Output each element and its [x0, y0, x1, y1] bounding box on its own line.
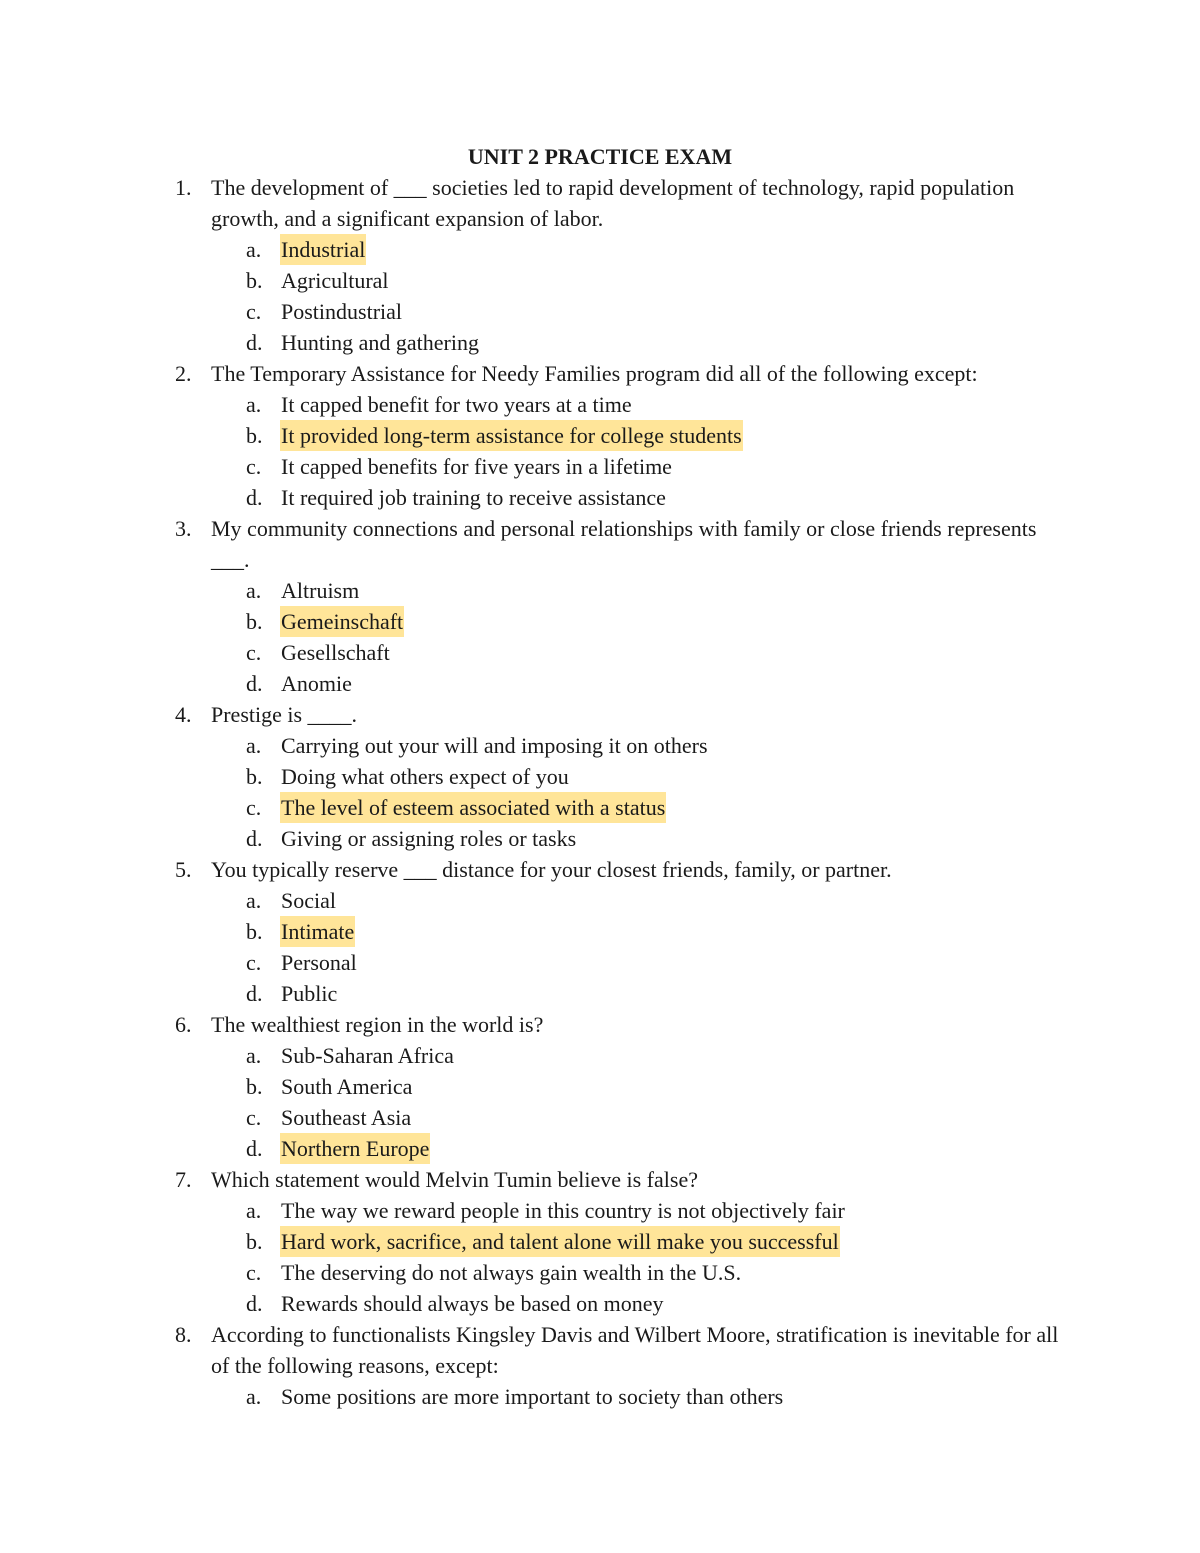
question-item [0, 1319, 1200, 1412]
option-text: It capped benefit for two years at a time [281, 392, 632, 417]
option-letter: c. [246, 950, 262, 975]
option-letter: d. [246, 1136, 263, 1161]
option-text: It capped benefits for five years in a lifetime [281, 454, 672, 479]
answer-options [0, 1040, 1200, 1164]
highlighted-correct-answer: Hard work, sacrifice, and talent alone will make you successful [280, 1226, 840, 1257]
option-text: The deserving do not always gain wealth in the U.S. [281, 1260, 742, 1285]
answer-option [0, 730, 1200, 761]
option-letter: b. [246, 1074, 263, 1099]
answer-options [0, 1195, 1200, 1319]
option-text: Some positions are more important to society than others [281, 1384, 784, 1409]
option-text: Postindustrial [281, 299, 403, 324]
answer-option [0, 823, 1200, 854]
answer-option [0, 327, 1200, 358]
answer-option [0, 978, 1200, 1009]
option-text: Personal [281, 950, 357, 975]
question-item [0, 358, 1200, 513]
highlighted-correct-answer: The level of esteem associated with a status [280, 792, 666, 823]
answer-option [0, 482, 1200, 513]
option-text: Gesellschaft [281, 640, 390, 665]
option-letter: b. [246, 1229, 263, 1254]
option-text: Southeast Asia [281, 1105, 412, 1130]
option-text: Doing what others expect of you [281, 764, 569, 789]
option-text: Rewards should always be based on money [281, 1291, 664, 1316]
option-letter: c. [246, 299, 262, 324]
highlighted-correct-answer: Industrial [280, 234, 366, 265]
answer-options [0, 389, 1200, 513]
answer-option [0, 947, 1200, 978]
option-text: Sub-Saharan Africa [281, 1043, 454, 1068]
question-item [0, 1164, 1200, 1319]
question-number: 6. [175, 1012, 192, 1037]
question-item [0, 699, 1200, 854]
answer-option [0, 761, 1200, 792]
answer-option [0, 1257, 1200, 1288]
question-number: 7. [175, 1167, 192, 1192]
question-text: Which statement would Melvin Tumin believe is false? [211, 1167, 698, 1192]
answer-options [0, 575, 1200, 699]
option-letter: b. [246, 764, 263, 789]
option-letter: a. [246, 888, 262, 913]
question-text: The development of ___ societies led to rapid development of technology, rapid population growth, and a significant expansion of labor. [211, 175, 1015, 231]
answer-option [0, 1226, 1200, 1257]
answer-option [0, 296, 1200, 327]
answer-option [0, 234, 1200, 265]
highlighted-correct-answer: Northern Europe [280, 1133, 430, 1164]
highlighted-correct-answer: Intimate [280, 916, 355, 947]
answer-options [0, 885, 1200, 1009]
answer-option [0, 575, 1200, 606]
option-text: Agricultural [281, 268, 389, 293]
answer-option [0, 420, 1200, 451]
option-letter: d. [246, 826, 263, 851]
option-letter: a. [246, 392, 262, 417]
option-text: Public [281, 981, 338, 1006]
question-item [0, 172, 1200, 358]
answer-option [0, 1102, 1200, 1133]
answer-option [0, 606, 1200, 637]
question-text: Prestige is ____. [211, 702, 358, 727]
option-text: Anomie [281, 671, 352, 696]
option-letter: b. [246, 423, 263, 448]
answer-option [0, 885, 1200, 916]
question-number: 8. [175, 1322, 192, 1347]
option-letter: b. [246, 919, 263, 944]
option-text: South America [281, 1074, 413, 1099]
answer-options [0, 1381, 1200, 1412]
option-letter: c. [246, 1260, 262, 1285]
answer-option [0, 1040, 1200, 1071]
option-letter: a. [246, 1043, 262, 1068]
question-text: You typically reserve ___ distance for your closest friends, family, or partner. [211, 857, 892, 882]
option-letter: c. [246, 795, 262, 820]
highlighted-correct-answer: It provided long-term assistance for college students [280, 420, 743, 451]
answer-options [0, 730, 1200, 854]
option-text: Altruism [281, 578, 360, 603]
option-letter: c. [246, 640, 262, 665]
option-text: Social [281, 888, 336, 913]
answer-option [0, 389, 1200, 420]
option-letter: d. [246, 485, 263, 510]
highlighted-correct-answer: Gemeinschaft [280, 606, 404, 637]
question-number: 2. [175, 361, 192, 386]
option-letter: a. [246, 733, 262, 758]
option-text: It required job training to receive assistance [281, 485, 666, 510]
question-item [0, 513, 1200, 699]
question-text: The Temporary Assistance for Needy Families program did all of the following except: [211, 361, 978, 386]
option-letter: c. [246, 454, 262, 479]
option-letter: d. [246, 981, 263, 1006]
answer-options [0, 234, 1200, 358]
question-number: 5. [175, 857, 192, 882]
option-letter: b. [246, 609, 263, 634]
option-letter: a. [246, 1384, 262, 1409]
exam-title: UNIT 2 PRACTICE EXAM [467, 144, 733, 169]
question-item [0, 854, 1200, 1009]
question-number: 1. [175, 175, 192, 200]
answer-option [0, 916, 1200, 947]
question-text: According to functionalists Kingsley Davis and Wilbert Moore, stratification is inevitable for all of the following reasons, except: [211, 1322, 1059, 1378]
question-number: 4. [175, 702, 192, 727]
answer-option [0, 1195, 1200, 1226]
question-text: My community connections and personal relationships with family or close friends represents ___. [211, 516, 1037, 572]
answer-option [0, 1381, 1200, 1412]
answer-option [0, 1288, 1200, 1319]
option-letter: c. [246, 1105, 262, 1130]
option-text: Carrying out your will and imposing it on others [281, 733, 708, 758]
question-list [0, 172, 1200, 1412]
option-letter: d. [246, 671, 263, 696]
answer-option [0, 792, 1200, 823]
option-letter: b. [246, 268, 263, 293]
answer-option [0, 265, 1200, 296]
option-letter: d. [246, 1291, 263, 1316]
answer-option [0, 637, 1200, 668]
answer-option [0, 1133, 1200, 1164]
option-text: Giving or assigning roles or tasks [281, 826, 577, 851]
option-letter: a. [246, 237, 262, 262]
option-letter: d. [246, 330, 263, 355]
option-letter: a. [246, 1198, 262, 1223]
answer-option [0, 451, 1200, 482]
answer-option [0, 668, 1200, 699]
option-text: Hunting and gathering [281, 330, 479, 355]
option-letter: a. [246, 578, 262, 603]
question-item [0, 1009, 1200, 1164]
option-text: The way we reward people in this country is not objectively fair [281, 1198, 845, 1223]
question-number: 3. [175, 516, 192, 541]
answer-option [0, 1071, 1200, 1102]
question-text: The wealthiest region in the world is? [211, 1012, 544, 1037]
